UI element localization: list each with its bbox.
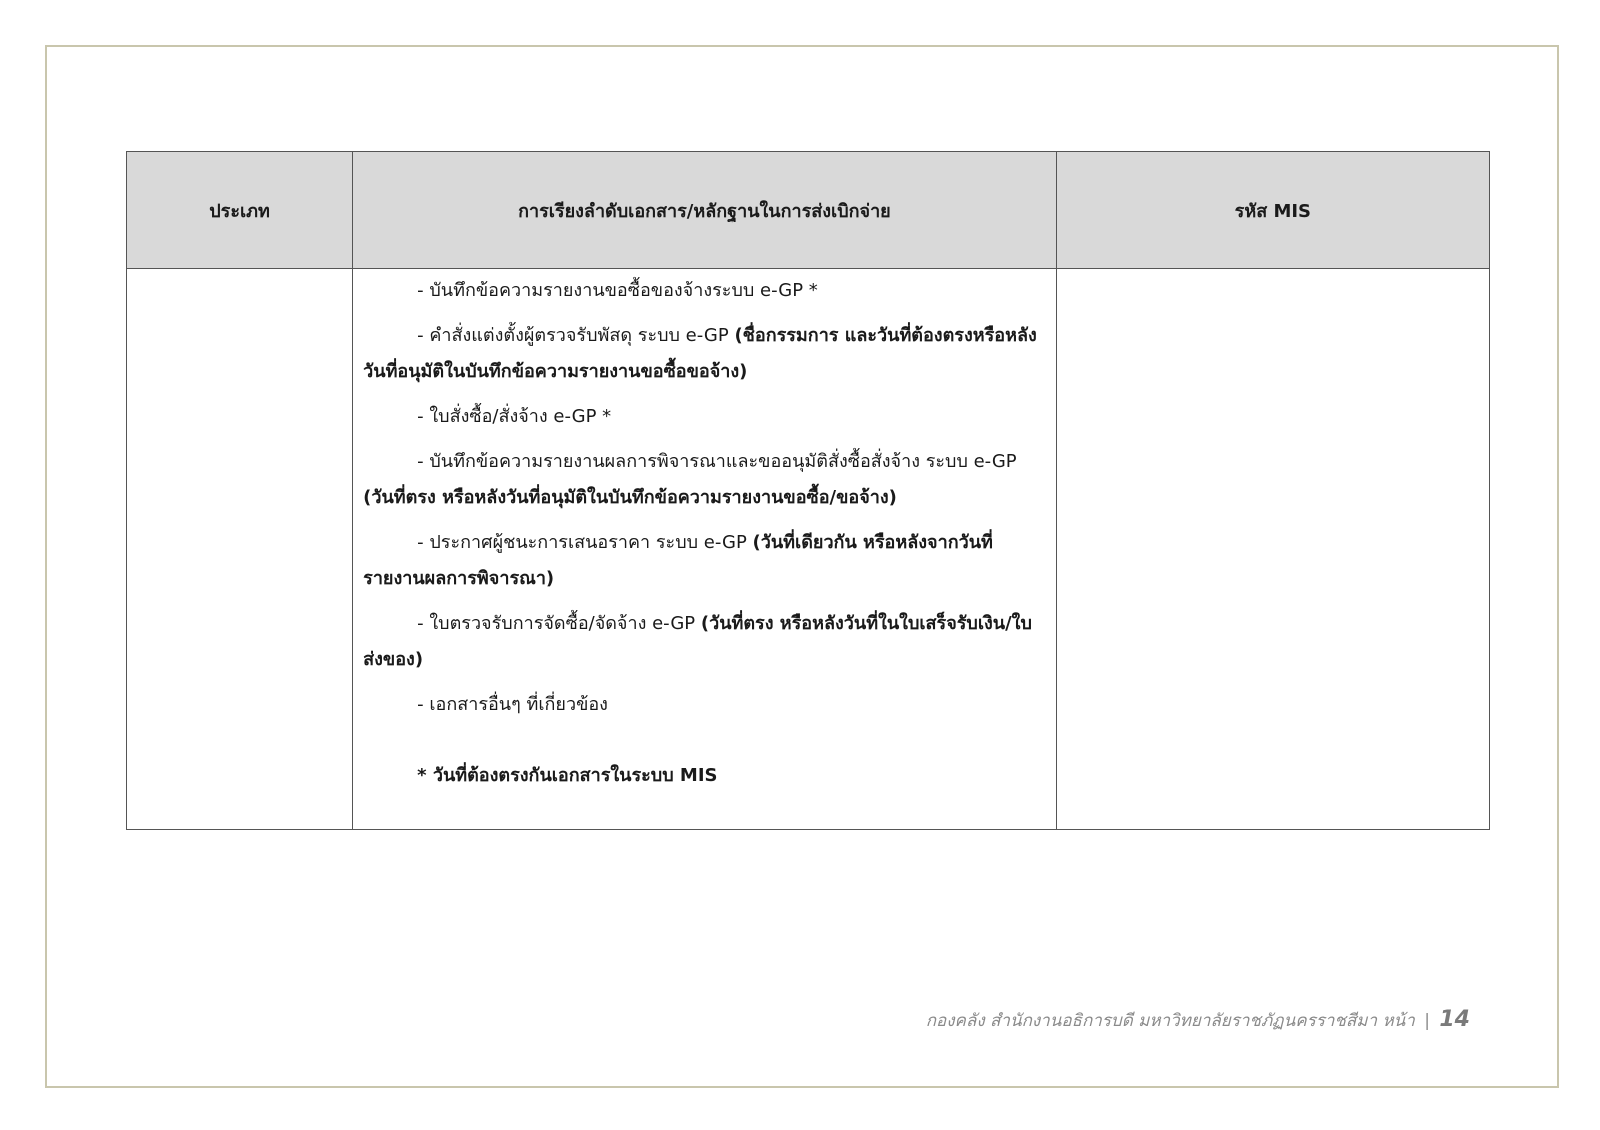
document-item: - ใบตรวจรับการจัดซื้อ/จัดจ้าง e-GP (วันที่ตรง หรือหลังวันที่ในใบเสร็จรับเงิน/ใบส่งของ) [363,613,1032,670]
document-item: - บันทึกข้อความรายงานผลการพิจารณาและขออนุมัติสั่งซื้อสั่งจ้าง ระบบ e-GP (วันที่ตรง หรือหลังวันที่อนุมัติในบันทึกข้อความรายงานขอซื้อ/ขอจ้าง) [363,451,1017,508]
document-item: - บันทึกข้อความรายงานขอซื้อของจ้างระบบ e-GP * [417,280,818,301]
header-documents: การเรียงลำดับเอกสาร/หลักฐานในการส่งเบิกจ่าย [353,152,1057,269]
header-type: ประเภท [127,152,353,269]
page-footer [926,1007,1470,1034]
page-number: 14 [1439,1007,1470,1032]
table-row [127,269,1490,830]
header-mis-code: รหัส MIS [1056,152,1489,269]
footer-separator: | [1424,1011,1430,1031]
document-table [126,151,1490,830]
document-item: - เอกสารอื่นๆ ที่เกี่ยวข้อง [417,694,608,715]
documents-cell [353,269,1057,830]
document-item: - ใบสั่งซื้อ/สั่งจ้าง e-GP * [417,406,612,427]
footer-text: กองคลัง สำนักงานอธิการบดี มหาวิทยาลัยราชภัฏนครราชสีมา หน้า [925,1011,1415,1031]
type-cell [127,269,353,830]
mis-code-cell [1056,269,1489,830]
table-header-row [127,152,1490,269]
note: * วันที่ต้องตรงกันเอกสารในระบบ MIS [417,765,718,786]
document-item: - ประกาศผู้ชนะการเสนอราคา ระบบ e-GP (วันที่เดียวกัน หรือหลังจากวันที่รายงานผลการพิจารณา) [363,532,993,589]
document-item: - คำสั่งแต่งตั้งผู้ตรวจรับพัสดุ ระบบ e-GP (ชื่อกรรมการ และวันที่ต้องตรงหรือหลังวันที่อนุมัติในบันทึกข้อความรายงานขอซื้อขอจ้าง) [363,325,1037,382]
